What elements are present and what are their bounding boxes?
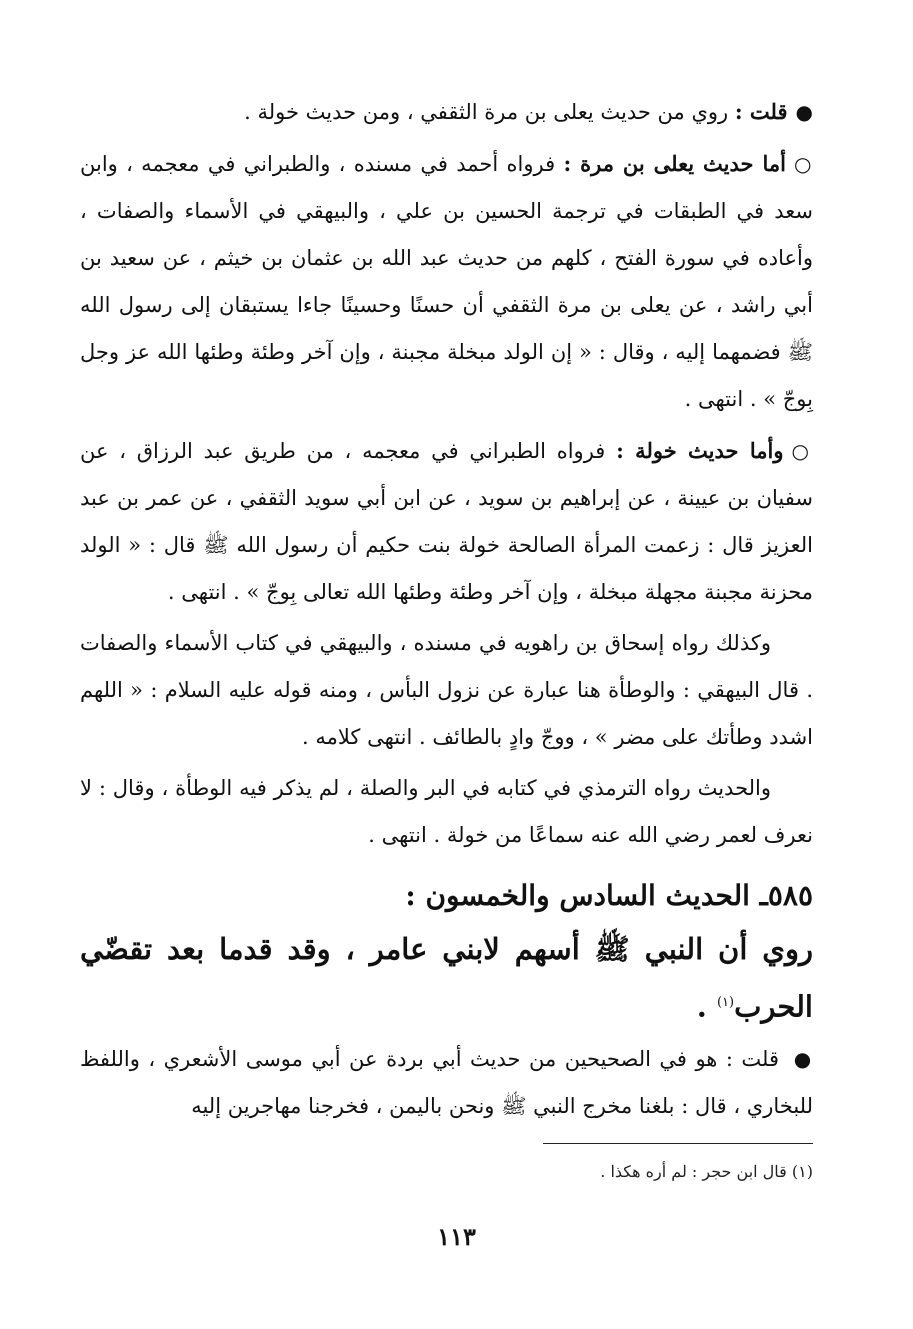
paragraph-after [80,1036,813,1130]
paragraph-4: وكذلك رواه إسحاق بن راهويه في مسنده ، والبيهقي في كتاب الأسماء والصفات . قال البيهقي : والوطأة هنا عبارة عن نزول البأس ، ومنه قوله عليه السلام : « اللهم اشدد وطأتك على مضر » ، ووجّ وادٍ بالطائف . انتهى كلامه . [80,631,813,749]
hadith-text-block [80,922,813,1034]
open-bullet-icon: ○ [791,439,814,463]
paragraph-2-text: فرواه أحمد في مسنده ، والطبراني في معجمه ، وابن سعد في الطبقات في ترجمة الحسين بن علي ، والبيهقي في الأسماء والصفات ، وأعاده في سورة الفتح ، كلهم من حديث عبد الله بن عثمان بن خيثم ، عن سعيد بن أبي راشد ، عن يعلى بن مرة الثقفي أن حسنًا وحسينًا جاءا يستبقان إلى رسول الله ﷺ فضمهما إليه ، وقال : « إن الولد مبخلة مجبنة ، وإن آخر وطئة وطئها الله عز وجل بِوجّ » . انتهى . [80,152,813,411]
commentary-block [80,88,813,859]
hadith-text: روي أن النبي ﷺ أسهم لابني عامر ، وقد قدما بعد تقضّي الحرب [80,932,813,1024]
paragraph-after-text: قلت : هو في الصحيحين من حديث أبي بردة عن أبي موسى الأشعري ، واللفظ للبخاري ، قال : بلغنا مخرج النبي ﷺ ونحن باليمن ، فخرجنا مهاجرين إليه [80,1047,813,1118]
page-number: ١١٣ [437,1222,476,1251]
paragraph-5: والحديث رواه الترمذي في كتابه في البر والصلة ، لم يذكر فيه الوطأة ، وقال : لا نعرف لعمر رضي الله عنه سماعًا من خولة . انتهى . [80,776,813,847]
hadith-heading: ٥٨٥ـ الحديث السادس والخمسون : [405,879,813,912]
paragraph-1 [80,88,813,136]
paragraph-1-text: روي من حديث يعلى بن مرة الثقفي ، ومن حديث خولة . [244,100,735,124]
paragraph-2 [80,140,813,423]
paragraph-3-lead: وأما حديث خولة : [616,438,784,463]
commentary-after-block [80,1036,813,1130]
hadith-text-end: . [696,989,717,1024]
filled-bullet-icon: ● [795,100,813,124]
paragraph-2-lead: أما حديث يعلى بن مرة : [563,151,786,176]
paragraph-3-text: فرواه الطبراني في معجمه ، من طريق عبد الرزاق ، عن سفيان بن عيينة ، عن إبراهيم بن سويد ، عن ابن أبي سويد الثقفي ، عن عمر بن عبد العزيز قال : زعمت المرأة الصالحة خولة بنت حكيم أن رسول الله ﷺ قال : « الولد محزنة مجبنة مجهلة مبخلة ، وإن آخر وطئة وطئها الله تعالى بِوجّ » . انتهى . [80,439,813,604]
footnote: (١) قال ابن حجر : لم أره هكذا . [600,1162,813,1181]
paragraph-3 [80,427,813,616]
open-bullet-icon: ○ [793,152,814,176]
footnote-reference: (١) [716,995,735,1010]
filled-bullet-icon: ● [793,1047,813,1071]
paragraph-1-lead: قلت : [734,99,788,124]
footnote-divider [543,1143,813,1144]
